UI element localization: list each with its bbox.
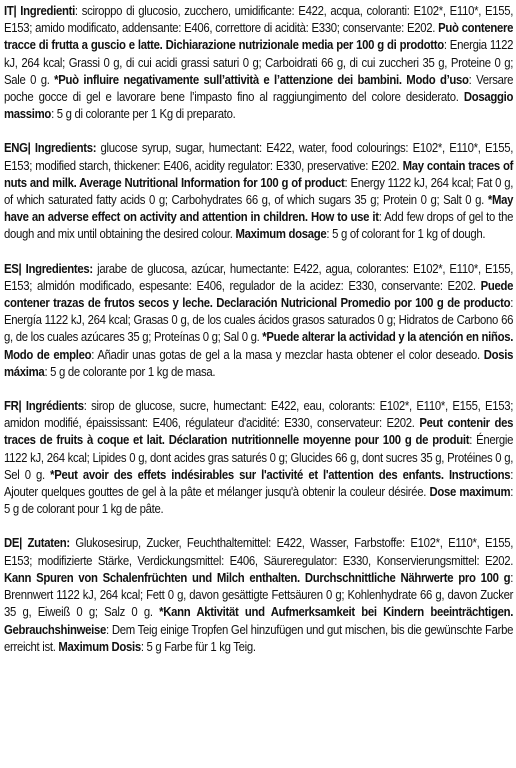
bold-text: DE| Zutaten:	[4, 535, 70, 551]
plain-text: : 5 g of colorant for 1 kg of dough.	[326, 226, 486, 242]
bold-text: Dosis máxima	[4, 346, 514, 379]
bold-text: Kann Spuren von Schalenfrüchten und Milch enthalten. Durchschnittliche Nährwerte pro 100 g	[4, 569, 511, 585]
section-paragraph	[4, 534, 513, 654]
bold-text: Maximum dosage	[235, 226, 327, 242]
bold-text: *Puede alterar la actividad y la atención en niños. Modo de empleo	[4, 329, 514, 362]
section-de	[4, 534, 513, 654]
plain-text: : Energia 1122 kJ, 264 kcal; Grassi 0 g, di cui acidi grassi saturi 0 g; Carboidrati 66 g, di cui zuccheri 35 g, Proteine 0 g; Sale 0 g.	[4, 37, 514, 87]
plain-text: : Energía 1122 kJ, 264 kcal; Grasas 0 g, de los cuales ácidos grasos saturados 0 g; Hidratos de Carbono 66 g, de los cuales azúcares 35 g; Proteínas 0 g; Sal 0 g.	[4, 295, 514, 345]
bold-text: Puede contener trazas de frutos secos y leche. Declaración Nutricional Promedio por 100 g de producto	[4, 277, 514, 311]
section-fr	[4, 397, 513, 517]
bold-text: ES| Ingredientes:	[4, 260, 93, 276]
plain-text: : Add few drops of gel to the dough and mix until obtaining the desired colour.	[4, 209, 514, 242]
plain-text: : sciroppo di glucosio, zucchero, umidificante: E422, acqua, coloranti: E102*, E110*, E155, E153; amido modificato, addensante: E406, correttore di acidità: E330; conservante: E202.	[4, 3, 514, 36]
plain-text: : Énergie 1122 kJ, 264 kcal; Lipides 0 g, dont acides gras saturés 0 g; Glucides 66 g, dont sucres 35 g, Protéines 0 g, Sel 0 g.	[4, 432, 514, 482]
bold-text: Peut contenir des traces de fruits à coque et lait. Déclaration nutritionnelle moyenne pour 100 g de produit	[4, 415, 514, 448]
section-gap	[4, 517, 512, 534]
section-gap	[4, 122, 512, 139]
section-gap	[4, 243, 512, 260]
plain-text: : sirop de glucose, sucre, humectant: E422, eau, colorants: E102*, E110*, E155, E153; amidon modifié, épaississant: E406, régulateur d'acidité: E330, conservateur: E202.	[4, 398, 514, 431]
section-es	[4, 260, 513, 380]
bold-text: *May have an adverse effect on activity and attention in children. How to use it	[4, 192, 514, 225]
bold-text: FR| Ingrédients	[4, 398, 84, 414]
plain-text: jarabe de glucosa, azúcar, humectante: E422, agua, colorantes: E102*, E110*, E155, E153; almidón modificado, espesante: E406, regulador de la acidez: E330, conservante: E202.	[4, 260, 514, 293]
plain-text: glucose syrup, sugar, humectant: E422, water, food colourings: E102*, E110*, E155, E153; modified starch, thickener: E406, acidity regulator: E330, preservative: E202.	[4, 140, 514, 173]
plain-text: : Energy 1122 kJ, 264 kcal; Fat 0 g, of which saturated fatty acids 0 g; Carbohydrates 66 g, of which sugars 35 g; Protein 0 g; Salt 0 g.	[4, 174, 514, 208]
plain-text: : Ajouter quelques gouttes de gel à la pâte et mélanger jusqu'à obtenir la couleur désirée.	[4, 466, 514, 500]
bold-text: *Kann Aktivität und Aufmerksamkeit bei Kindern beeinträchtigen. Gebrauchshinweise	[4, 604, 514, 637]
section-paragraph	[4, 2, 513, 122]
plain-text: Glukosesirup, Zucker, Feuchthaltemittel: E422, Wasser, Farbstoffe: E102*, E110*, E155, E153; modifizierte Stärke, Verdickungsmittel: E406, Säureregulator: E330, Konservierungsmittel: E202.	[4, 535, 514, 568]
plain-text: : Versare poche gocce di gel e lavorare bene l’impasto fino al raggiungimento del colore desiderato.	[4, 71, 514, 105]
plain-text: : Añadir unas gotas de gel a la masa y mezclar hasta obtener el color deseado.	[91, 346, 484, 362]
section-it	[4, 2, 513, 122]
plain-text: : 5 g Farbe für 1 kg Teig.	[140, 638, 256, 654]
section-paragraph	[4, 139, 513, 242]
bold-text: *Può influire negativamente sull’attività e l’attenzione dei bambini. Modo d’uso	[54, 71, 469, 87]
plain-text: : 5 g de colorant pour 1 kg de pâte.	[4, 484, 514, 517]
plain-text: : Dem Teig einige Tropfen Gel hinzufügen und gut mischen, bis die gewünschte Farbe erreicht ist.	[4, 621, 514, 654]
bold-text: Dose maximum	[429, 484, 511, 500]
bold-text: May contain traces of nuts and milk. Average Nutritional Information for 100 g of product	[4, 157, 514, 190]
section-paragraph	[4, 397, 513, 517]
bold-text: Maximum Dosis	[58, 638, 141, 654]
plain-text: : 5 g de colorante por 1 kg de masa.	[44, 363, 216, 379]
bold-text: Può contenere tracce di frutta a guscio e latte. Dichiarazione nutrizionale media per 100 g di prodotto	[4, 20, 514, 53]
section-gap	[4, 380, 512, 397]
section-eng	[4, 139, 513, 242]
bold-text: ENG| Ingredients:	[4, 140, 97, 156]
section-paragraph	[4, 260, 513, 380]
bold-text: IT| Ingredienti	[4, 3, 75, 18]
bold-text: *Peut avoir des effets indésirables sur l'activité et l'attention des enfants. Instructions	[50, 466, 511, 482]
bold-text: Dosaggio massimo	[4, 89, 514, 122]
plain-text: : 5 g di colorante per 1 Kg di preparato.	[51, 106, 236, 122]
plain-text: : Brennwert 1122 kJ, 264 kcal; Fett 0 g, davon gesättigte Fettsäuren 0 g; Kohlenhydrate 66 g, davon Zucker 35 g, Eiweiß 0 g; Salz 0 g.	[4, 569, 514, 620]
